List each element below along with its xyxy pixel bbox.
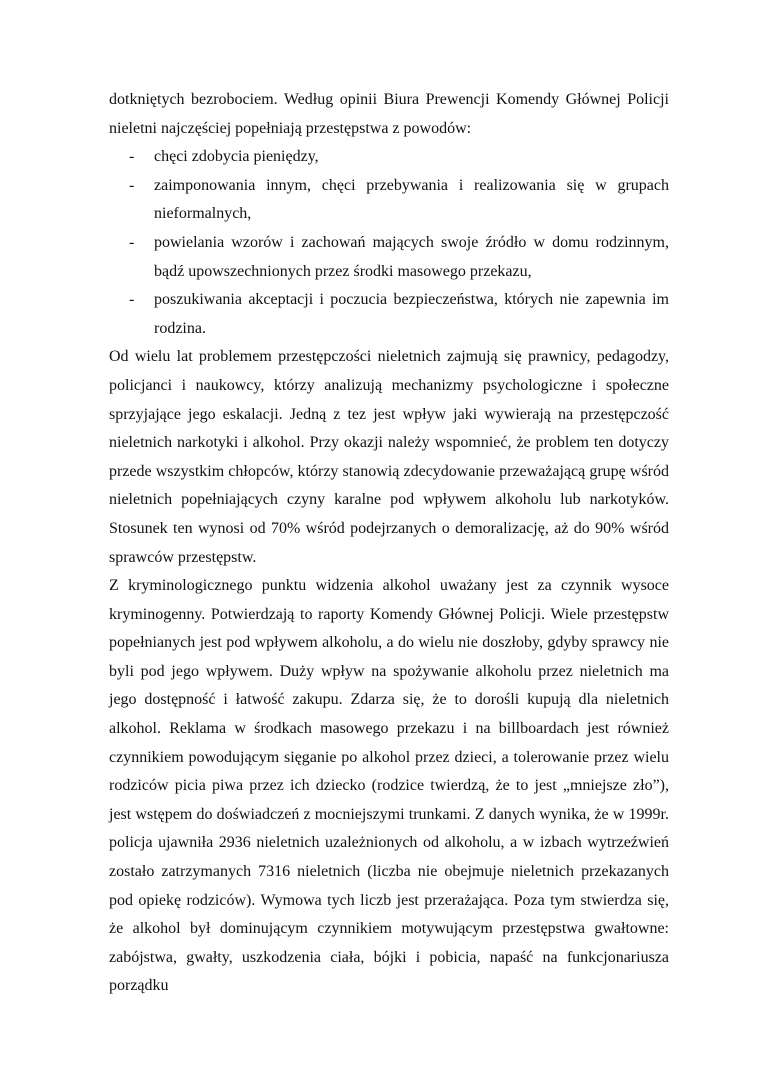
- bullet-dash: -: [129, 233, 135, 251]
- bullet-dash: -: [129, 291, 135, 309]
- bullet-dash: -: [129, 148, 135, 166]
- list-item: [109, 143, 669, 172]
- reasons-list: [109, 143, 669, 343]
- bullet-dash: -: [129, 176, 135, 194]
- list-item-text: poszukiwania akceptacji i poczucia bezpieczeństwa, których nie zapewnia im rodzina.: [154, 291, 669, 337]
- intro-paragraph: dotkniętych bezrobociem. Według opinii Biura Prewencji Komendy Głównej Policji nieletni najczęściej popełniają przestępstwa z powodów:: [109, 91, 669, 137]
- list-item-text: zaimponowania innym, chęci przebywania i realizowania się w grupach nieformalnych,: [154, 176, 669, 223]
- list-item: [109, 172, 669, 229]
- list-item: [109, 229, 669, 286]
- paragraph-juvenile-crime: Od wielu lat problemem przestępczości nieletnich zajmują się prawnicy, pedagodzy, policjanci i naukowcy, którzy analizują mechanizmy psychologiczne i społeczne sprzyjające jego eskalacji. Jedną z tez jest wpływ jaki wywierają na przestępczość nieletnich narkotyki i alkohol. Przy okazji należy wspomnieć, że problem ten dotyczy przede wszystkim chłopców, którzy stanowią zdecydowanie przeważającą grupę wśród nieletnich popełniających czyny karalne pod wpływem alkoholu lub narkotyków. Stosunek ten wynosi od 70% wśród podejrzanych o demoralizację, aż do 90% wśród sprawców przestępstw.: [109, 348, 669, 566]
- list-item-text: chęci zdobycia pieniędzy,: [154, 148, 319, 166]
- document-page: [109, 86, 669, 1001]
- list-item: [109, 286, 669, 343]
- paragraph-alcohol: Z kryminologicznego punktu widzenia alkohol uważany jest za czynnik wysoce kryminogenny. Potwierdzają to raporty Komendy Głównej Policji. Wiele przestępstw popełnianych jest pod wpływem alkoholu, a do wielu nie doszłoby, gdyby sprawcy nie byli pod jego wpływem. Duży wpływ na spożywanie alkoholu przez nieletnich ma jego dostępność i łatwość zakupu. Zdarza się, że to dorośli kupują dla nieletnich alkohol. Reklama w środkach masowego przekazu i na billboardach jest również czynnikiem powodującym sięganie po alkohol przez dzieci, a tolerowanie przez wielu rodziców picia piwa przez ich dziecko (rodzice twierdzą, że to jest „mniejsze zło”), jest wstępem do doświadczeń z mocniejszymi trunkami. Z danych wynika, że w 1999r. policja ujawniła 2936 nieletnich uzależnionych od alkoholu, a w izbach wytrzeźwień zostało zatrzymanych 7316 nieletnich (liczba nie obejmuje nieletnich przekazanych pod opiekę rodziców). Wymowa tych liczb jest przerażająca. Poza tym stwierdza się, że alkohol był dominującym czynnikiem motywującym przestępstwa gwałtowne: zabójstwa, gwałty, uszkodzenia ciała, bójki i pobicia, napaść na funkcjonariusza porządku: [109, 577, 669, 995]
- list-item-text: powielania wzorów i zachowań mających swoje źródło w domu rodzinnym, bądź upowszechnionych przez środki masowego przekazu,: [154, 233, 669, 280]
